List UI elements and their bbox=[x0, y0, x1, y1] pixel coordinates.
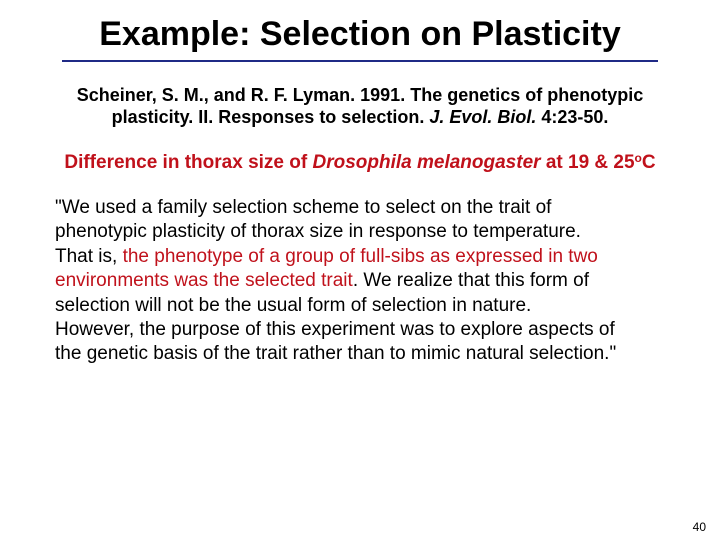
citation-line-2 bbox=[0, 106, 720, 128]
citation-title-end: plasticity. II. Responses to selection. bbox=[111, 107, 430, 127]
citation-volume-pages: 4:23-50. bbox=[536, 107, 609, 127]
subtitle-text: Difference in thorax size of bbox=[64, 152, 313, 173]
slide-title: Example: Selection on Plasticity bbox=[99, 15, 621, 53]
subtitle-temperatures: at 19 & 25 bbox=[540, 152, 635, 173]
quote-line-3 bbox=[55, 245, 715, 269]
quote-line-4 bbox=[55, 269, 715, 293]
quote-line-2: phenotypic plasticity of thorax size in response to temperature. bbox=[55, 221, 581, 243]
quote-line-1: "We used a family selection scheme to select on the trait of bbox=[55, 197, 552, 218]
page-number: 40 bbox=[692, 520, 706, 534]
quote-line-6: However, the purpose of this experiment was to explore aspects of bbox=[55, 319, 615, 341]
quote-line-5: selection will not be the usual form of selection in nature. bbox=[55, 294, 532, 316]
subtitle-species: Drosophila melanogaster bbox=[312, 152, 541, 173]
quote-line-3-text: That is, bbox=[55, 245, 123, 267]
citation-journal: J. Evol. Biol. bbox=[429, 107, 537, 127]
quote-block bbox=[55, 196, 715, 367]
citation bbox=[0, 84, 720, 128]
subtitle-unit: C bbox=[641, 152, 656, 173]
degree-symbol: o bbox=[634, 151, 642, 165]
title-divider bbox=[62, 60, 658, 62]
quote-highlight-part-2: environments was the selected trait bbox=[55, 270, 353, 292]
slide-subtitle bbox=[0, 146, 720, 175]
quote-line-4-text: . We realize that this form of bbox=[352, 270, 589, 292]
citation-line-1: Scheiner, S. M., and R. F. Lyman. 1991. The genetics of phenotypic bbox=[76, 85, 644, 105]
quote-highlight-part-1: the phenotype of a group of full-sibs as expressed in two bbox=[122, 245, 598, 267]
quote-line-7: the genetic basis of the trait rather than to mimic natural selection." bbox=[55, 343, 617, 365]
